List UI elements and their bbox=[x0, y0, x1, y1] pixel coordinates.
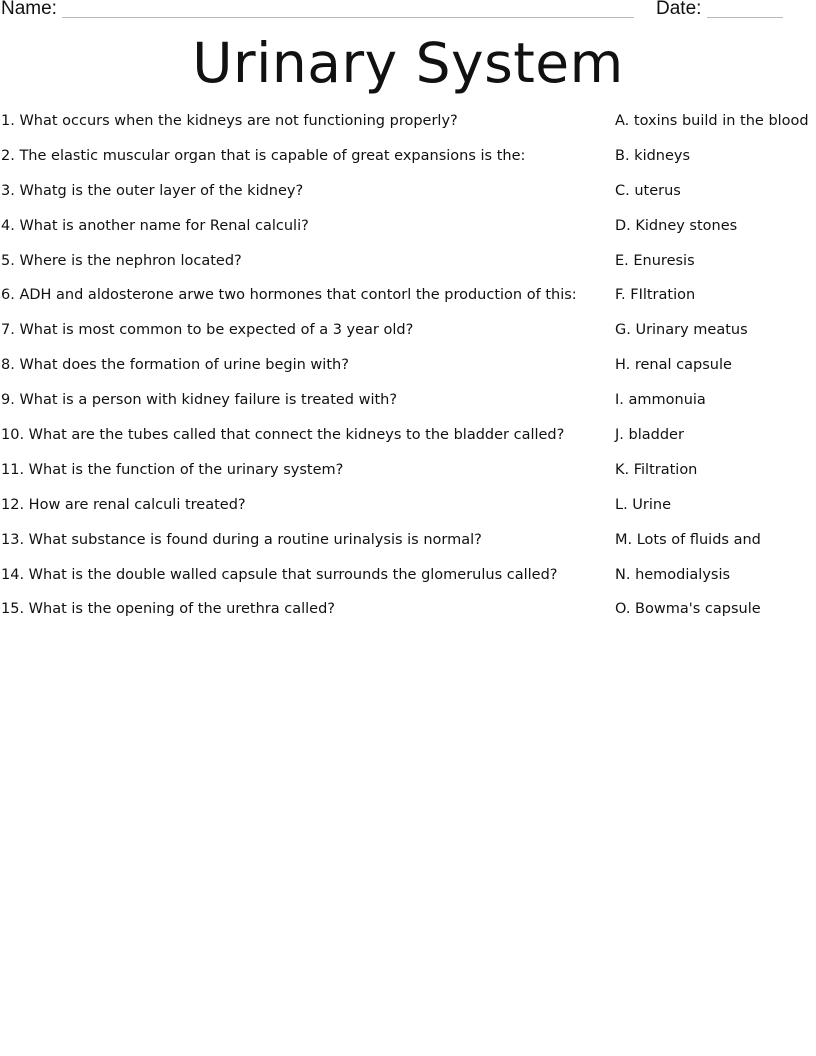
date-field-line[interactable] bbox=[707, 17, 783, 18]
question-item: 12. How are renal calculi treated? bbox=[1, 496, 246, 513]
matching-row bbox=[0, 565, 816, 600]
answer-item: O. Bowma's capsule bbox=[615, 601, 761, 618]
question-item: 8. What does the formation of urine begin with? bbox=[1, 357, 349, 374]
matching-row bbox=[0, 390, 816, 425]
question-item: 5. Where is the nephron located? bbox=[1, 252, 242, 269]
worksheet-title: Urinary System bbox=[192, 31, 624, 95]
answer-item: F. FIltration bbox=[615, 287, 696, 304]
matching-row bbox=[0, 320, 816, 355]
answer-item: J. bladder bbox=[615, 427, 684, 444]
answer-item: G. Urinary meatus bbox=[615, 322, 748, 339]
name-label: Name: bbox=[1, 0, 57, 19]
question-item: 14. What is the double walled capsule that surrounds the glomerulus called? bbox=[1, 566, 558, 583]
question-item: 11. What is the function of the urinary system? bbox=[1, 461, 344, 478]
question-item: 10. What are the tubes called that connect the kidneys to the bladder called? bbox=[1, 427, 565, 444]
matching-row bbox=[0, 460, 816, 495]
name-field-line[interactable] bbox=[62, 17, 634, 18]
answer-item: H. renal capsule bbox=[615, 357, 732, 374]
question-item: 1. What occurs when the kidneys are not functioning properly? bbox=[1, 113, 458, 129]
matching-row bbox=[0, 251, 816, 286]
question-item: 3. Whatg is the outer layer of the kidney? bbox=[1, 182, 304, 199]
matching-row bbox=[0, 181, 816, 216]
question-item: 7. What is most common to be expected of a 3 year old? bbox=[1, 322, 414, 339]
answer-item: A. toxins build in the blood bbox=[615, 113, 809, 129]
matching-list bbox=[0, 111, 816, 634]
question-item: 4. What is another name for Renal calculi? bbox=[1, 217, 309, 234]
matching-row bbox=[0, 425, 816, 460]
matching-row bbox=[0, 111, 816, 146]
answer-item: I. ammonuia bbox=[615, 392, 706, 409]
question-item: 2. The elastic muscular organ that is capable of great expansions is the: bbox=[1, 147, 526, 164]
date-label: Date: bbox=[656, 0, 702, 19]
question-item: 15. What is the opening of the urethra called? bbox=[1, 601, 336, 618]
question-item: 13. What substance is found during a routine urinalysis is normal? bbox=[1, 531, 482, 548]
answer-item: M. Lots of fluids and bbox=[615, 531, 761, 548]
matching-row bbox=[0, 599, 816, 634]
answer-item: K. Filtration bbox=[615, 461, 698, 478]
answer-item: B. kidneys bbox=[615, 147, 691, 164]
matching-row bbox=[0, 355, 816, 390]
answer-item: C. uterus bbox=[615, 182, 681, 199]
answer-item: E. Enuresis bbox=[615, 252, 695, 269]
answer-item: N. hemodialysis bbox=[615, 566, 731, 583]
question-item: 9. What is a person with kidney failure is treated with? bbox=[1, 392, 398, 409]
matching-row bbox=[0, 530, 816, 565]
matching-row bbox=[0, 495, 816, 530]
matching-row bbox=[0, 285, 816, 320]
answer-item: L. Urine bbox=[615, 496, 672, 513]
question-item: 6. ADH and aldosterone arwe two hormones that contorl the production of this: bbox=[1, 287, 577, 304]
matching-row bbox=[0, 216, 816, 251]
matching-row bbox=[0, 146, 816, 181]
answer-item: D. Kidney stones bbox=[615, 217, 738, 234]
worksheet-header bbox=[0, 0, 816, 24]
